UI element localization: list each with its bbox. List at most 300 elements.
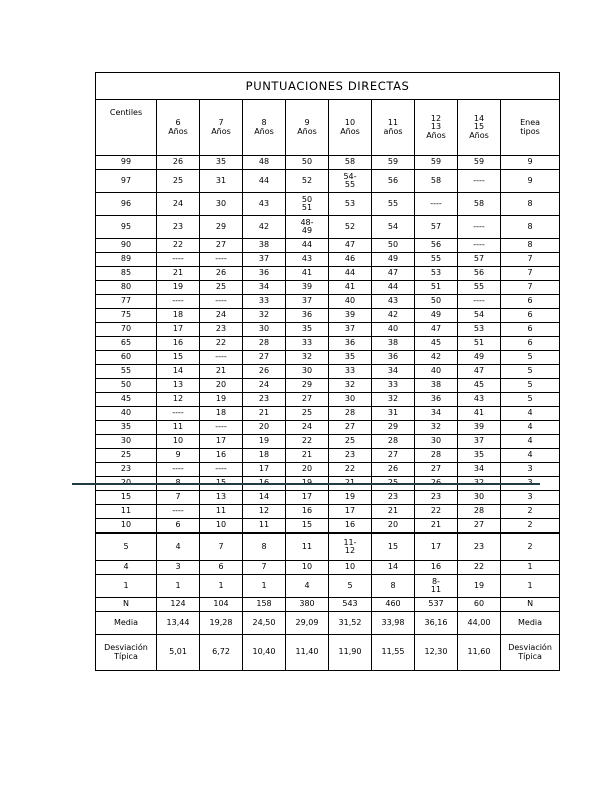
cell-centil-85-col-5: 44 xyxy=(329,267,372,281)
cell-centil-30-col-2: 17 xyxy=(200,435,243,449)
row-centil-label: 95 xyxy=(96,216,157,239)
cell-centil-4-col-7: 16 xyxy=(415,561,458,575)
row-centil-label: 1 xyxy=(96,575,157,598)
header-cell-centiles xyxy=(96,100,157,156)
cell-centil-95-col-7: 57 xyxy=(415,216,458,239)
cell-centil-89-col-4: 43 xyxy=(286,253,329,267)
cell-centil-75-col-8: 54 xyxy=(458,309,501,323)
cell-centil-89-col-8: 57 xyxy=(458,253,501,267)
cell-centil-99-col-8: 59 xyxy=(458,156,501,170)
row-centil-label: 15 xyxy=(96,491,157,505)
cell-centil-40-col-7: 34 xyxy=(415,407,458,421)
cell-centil-45-col-1: 12 xyxy=(157,393,200,407)
cell-centil-23-col-4: 20 xyxy=(286,463,329,477)
table-row xyxy=(96,351,560,365)
row-centil-label: 25 xyxy=(96,449,157,463)
cell-centil-50-col-8: 45 xyxy=(458,379,501,393)
cell-centil-5-col-8: 23 xyxy=(458,533,501,561)
cell-centil-65-col-2: 22 xyxy=(200,337,243,351)
cell-centil-1-col-3: 1 xyxy=(243,575,286,598)
cell-centil-85-col-8: 56 xyxy=(458,267,501,281)
cell-centil-4-col-4: 10 xyxy=(286,561,329,575)
cell-centil-11-col-4: 16 xyxy=(286,505,329,519)
summary-left-label: Media xyxy=(96,612,157,635)
table-row xyxy=(96,435,560,449)
cell-centil-15-col-2: 13 xyxy=(200,491,243,505)
cell-centil-1-col-5: 5 xyxy=(329,575,372,598)
cell-centil-70-col-4: 35 xyxy=(286,323,329,337)
cell-centil-90-col-2: 27 xyxy=(200,239,243,253)
cell-centil-50-col-6: 33 xyxy=(372,379,415,393)
cell-centil-10-col-7: 21 xyxy=(415,519,458,534)
summary-cell-0-3: 158 xyxy=(243,598,286,612)
cell-centil-50-col-1: 13 xyxy=(157,379,200,393)
cell-centil-55-col-3: 26 xyxy=(243,365,286,379)
cell-centil-96-col-6: 55 xyxy=(372,193,415,216)
table-row xyxy=(96,239,560,253)
cell-centil-80-col-3: 34 xyxy=(243,281,286,295)
header-age-number: 14 xyxy=(473,113,485,123)
cell-centil-97-col-3: 44 xyxy=(243,170,286,193)
cell-centil-90-col-5: 47 xyxy=(329,239,372,253)
cell-centil-10-col-3: 11 xyxy=(243,519,286,534)
header-age-number: 11 xyxy=(387,118,399,128)
cell-centil-65-col-1: 16 xyxy=(157,337,200,351)
cell-centil-97-col-2: 31 xyxy=(200,170,243,193)
summary-cell-0-1: 124 xyxy=(157,598,200,612)
cell-centil-11-col-1: ---- xyxy=(157,505,200,519)
cell-eneatipo: 4 xyxy=(501,421,560,435)
cell-centil-89-col-5: 46 xyxy=(329,253,372,267)
cell-centil-70-col-5: 37 xyxy=(329,323,372,337)
header-age-number: 7 xyxy=(218,118,224,128)
summary-cell-2-2: 6,72 xyxy=(200,635,243,671)
cell-centil-15-col-3: 14 xyxy=(243,491,286,505)
cell-centil-4-col-5: 10 xyxy=(329,561,372,575)
header-age-unit: años xyxy=(383,126,403,136)
table-row xyxy=(96,421,560,435)
row-centil-label: 90 xyxy=(96,239,157,253)
cell-eneatipo: 7 xyxy=(501,281,560,295)
header-eneatipos-line1: Enea xyxy=(520,118,541,128)
summary-cell-1-7: 36,16 xyxy=(415,612,458,635)
cell-centil-15-col-1: 7 xyxy=(157,491,200,505)
cell-centil-80-col-6: 44 xyxy=(372,281,415,295)
cell-centil-40-col-3: 21 xyxy=(243,407,286,421)
cell-centil-95-col-1: 23 xyxy=(157,216,200,239)
cell-centil-10-col-8: 27 xyxy=(458,519,501,534)
cell-centil-77-col-5: 40 xyxy=(329,295,372,309)
cell-eneatipo: 1 xyxy=(501,575,560,598)
cell-centil-99-col-6: 59 xyxy=(372,156,415,170)
table-row xyxy=(96,337,560,351)
table-head xyxy=(96,73,560,156)
summary-cell-1-4: 29,09 xyxy=(286,612,329,635)
cell-centil-60-col-4: 32 xyxy=(286,351,329,365)
cell-centil-35-col-6: 29 xyxy=(372,421,415,435)
cell-centil-30-col-6: 28 xyxy=(372,435,415,449)
row-centil-label: 70 xyxy=(96,323,157,337)
cell-centil-40-col-5: 28 xyxy=(329,407,372,421)
cell-centil-15-col-8: 30 xyxy=(458,491,501,505)
cell-centil-75-col-6: 42 xyxy=(372,309,415,323)
cell-eneatipo: 9 xyxy=(501,156,560,170)
summary-cell-1-8: 44,00 xyxy=(458,612,501,635)
cell-centil-1-col-7: 8- 11 xyxy=(415,575,458,598)
row-centil-label: 80 xyxy=(96,281,157,295)
cell-centil-95-col-8: ---- xyxy=(458,216,501,239)
cell-centil-35-col-5: 27 xyxy=(329,421,372,435)
summary-cell-2-8: 11,60 xyxy=(458,635,501,671)
cell-centil-90-col-1: 22 xyxy=(157,239,200,253)
cell-centil-1-col-1: 1 xyxy=(157,575,200,598)
cell-centil-75-col-2: 24 xyxy=(200,309,243,323)
puntuaciones-directas-table xyxy=(95,72,560,671)
cell-centil-11-col-3: 12 xyxy=(243,505,286,519)
cell-centil-11-col-7: 22 xyxy=(415,505,458,519)
summary-cell-1-3: 24,50 xyxy=(243,612,286,635)
cell-centil-15-col-5: 19 xyxy=(329,491,372,505)
table-body xyxy=(96,156,560,671)
cell-centil-10-col-5: 16 xyxy=(329,519,372,534)
row-centil-label: 40 xyxy=(96,407,157,421)
cell-centil-97-col-1: 25 xyxy=(157,170,200,193)
cell-centil-89-col-7: 55 xyxy=(415,253,458,267)
summary-cell-1-6: 33,98 xyxy=(372,612,415,635)
cell-centil-75-col-7: 49 xyxy=(415,309,458,323)
table-row xyxy=(96,519,560,534)
cell-centil-45-col-6: 32 xyxy=(372,393,415,407)
cell-centil-5-col-5: 11- 12 xyxy=(329,533,372,561)
table-row xyxy=(96,561,560,575)
cell-centil-97-col-8: ---- xyxy=(458,170,501,193)
cell-centil-96-col-8: 58 xyxy=(458,193,501,216)
cell-eneatipo: 8 xyxy=(501,239,560,253)
cell-eneatipo: 4 xyxy=(501,449,560,463)
summary-cell-0-5: 543 xyxy=(329,598,372,612)
cell-eneatipo: 8 xyxy=(501,216,560,239)
header-age-number: 9 xyxy=(304,118,310,128)
summary-cell-2-3: 10,40 xyxy=(243,635,286,671)
cell-centil-99-col-1: 26 xyxy=(157,156,200,170)
cell-centil-70-col-7: 47 xyxy=(415,323,458,337)
header-age-number: 8 xyxy=(261,118,267,128)
cell-centil-5-col-4: 11 xyxy=(286,533,329,561)
cell-centil-35-col-2: ---- xyxy=(200,421,243,435)
cell-centil-90-col-6: 50 xyxy=(372,239,415,253)
cell-centil-25-col-3: 18 xyxy=(243,449,286,463)
cell-centil-65-col-3: 28 xyxy=(243,337,286,351)
cell-centil-50-col-5: 32 xyxy=(329,379,372,393)
table-row xyxy=(96,533,560,561)
cell-centil-95-col-4: 48- 49 xyxy=(286,216,329,239)
cell-centil-75-col-1: 18 xyxy=(157,309,200,323)
cell-centil-55-col-2: 21 xyxy=(200,365,243,379)
header-age-unit: Años xyxy=(426,130,446,140)
cell-centil-99-col-2: 35 xyxy=(200,156,243,170)
cell-centil-60-col-7: 42 xyxy=(415,351,458,365)
cell-centil-45-col-3: 23 xyxy=(243,393,286,407)
cell-centil-23-col-2: ---- xyxy=(200,463,243,477)
cell-centil-25-col-2: 16 xyxy=(200,449,243,463)
cell-centil-4-col-8: 22 xyxy=(458,561,501,575)
row-centil-label: 4 xyxy=(96,561,157,575)
cell-centil-99-col-5: 58 xyxy=(329,156,372,170)
summary-cell-2-5: 11,90 xyxy=(329,635,372,671)
cell-centil-60-col-3: 27 xyxy=(243,351,286,365)
cell-centil-11-col-8: 28 xyxy=(458,505,501,519)
cell-centil-5-col-2: 7 xyxy=(200,533,243,561)
header-age-unit: Años xyxy=(168,126,188,136)
table-row xyxy=(96,407,560,421)
centiles-label: Centiles xyxy=(109,108,143,118)
header-age-unit: Años xyxy=(254,126,274,136)
header-age-number: 10 xyxy=(344,118,356,128)
cell-centil-85-col-6: 47 xyxy=(372,267,415,281)
cell-eneatipo: 5 xyxy=(501,365,560,379)
cell-centil-30-col-3: 19 xyxy=(243,435,286,449)
cell-centil-1-col-4: 4 xyxy=(286,575,329,598)
cell-centil-55-col-5: 33 xyxy=(329,365,372,379)
cell-centil-70-col-8: 53 xyxy=(458,323,501,337)
summary-left-label: N xyxy=(96,598,157,612)
cell-centil-25-col-6: 27 xyxy=(372,449,415,463)
summary-cell-0-8: 60 xyxy=(458,598,501,612)
cell-centil-80-col-8: 55 xyxy=(458,281,501,295)
cell-centil-70-col-2: 23 xyxy=(200,323,243,337)
cell-centil-23-col-8: 34 xyxy=(458,463,501,477)
cell-eneatipo: 7 xyxy=(501,267,560,281)
table-row xyxy=(96,323,560,337)
cell-centil-89-col-1: ---- xyxy=(157,253,200,267)
cell-centil-65-col-5: 36 xyxy=(329,337,372,351)
row-centil-label: 85 xyxy=(96,267,157,281)
cell-centil-4-col-1: 3 xyxy=(157,561,200,575)
cell-centil-4-col-2: 6 xyxy=(200,561,243,575)
cell-centil-77-col-4: 37 xyxy=(286,295,329,309)
cell-centil-99-col-7: 59 xyxy=(415,156,458,170)
cell-centil-97-col-4: 52 xyxy=(286,170,329,193)
row-centil-label: 89 xyxy=(96,253,157,267)
table-row xyxy=(96,295,560,309)
cell-eneatipo: 3 xyxy=(501,463,560,477)
table-row xyxy=(96,216,560,239)
cell-centil-60-col-6: 36 xyxy=(372,351,415,365)
cell-centil-30-col-8: 37 xyxy=(458,435,501,449)
cell-centil-40-col-1: ---- xyxy=(157,407,200,421)
cell-centil-70-col-1: 17 xyxy=(157,323,200,337)
header-cell-age-14 xyxy=(458,100,501,156)
cell-centil-23-col-1: ---- xyxy=(157,463,200,477)
cell-eneatipo: 5 xyxy=(501,379,560,393)
cell-centil-80-col-2: 25 xyxy=(200,281,243,295)
cell-centil-97-col-6: 56 xyxy=(372,170,415,193)
summary-right-label: N xyxy=(501,598,560,612)
cell-centil-65-col-4: 33 xyxy=(286,337,329,351)
table-row xyxy=(96,463,560,477)
summary-cell-0-4: 380 xyxy=(286,598,329,612)
summary-cell-2-1: 5,01 xyxy=(157,635,200,671)
cell-centil-96-col-2: 30 xyxy=(200,193,243,216)
cell-centil-65-col-6: 38 xyxy=(372,337,415,351)
header-cell-age-12 xyxy=(415,100,458,156)
summary-cell-1-2: 19,28 xyxy=(200,612,243,635)
summary-left-label: Desviación Típica xyxy=(96,635,157,671)
row-centil-label: 30 xyxy=(96,435,157,449)
cell-centil-60-col-5: 35 xyxy=(329,351,372,365)
table-row xyxy=(96,170,560,193)
summary-row-media xyxy=(96,612,560,635)
row-centil-label: 50 xyxy=(96,379,157,393)
header-age-unit: Años xyxy=(211,126,231,136)
row-centil-label: 5 xyxy=(96,533,157,561)
cell-centil-77-col-7: 50 xyxy=(415,295,458,309)
cell-centil-11-col-5: 17 xyxy=(329,505,372,519)
cell-centil-45-col-5: 30 xyxy=(329,393,372,407)
horizontal-rule xyxy=(72,483,540,485)
cell-centil-55-col-4: 30 xyxy=(286,365,329,379)
cell-eneatipo: 4 xyxy=(501,435,560,449)
cell-centil-35-col-3: 20 xyxy=(243,421,286,435)
summary-right-label: Media xyxy=(501,612,560,635)
cell-centil-96-col-4: 50 51 xyxy=(286,193,329,216)
cell-centil-96-col-3: 43 xyxy=(243,193,286,216)
cell-centil-30-col-1: 10 xyxy=(157,435,200,449)
cell-centil-50-col-7: 38 xyxy=(415,379,458,393)
cell-eneatipo: 5 xyxy=(501,393,560,407)
cell-centil-50-col-2: 20 xyxy=(200,379,243,393)
summary-cell-2-7: 12,30 xyxy=(415,635,458,671)
cell-centil-5-col-6: 15 xyxy=(372,533,415,561)
cell-centil-80-col-7: 51 xyxy=(415,281,458,295)
cell-centil-80-col-4: 39 xyxy=(286,281,329,295)
cell-centil-96-col-7: ---- xyxy=(415,193,458,216)
table-row xyxy=(96,267,560,281)
cell-centil-25-col-8: 35 xyxy=(458,449,501,463)
row-centil-label: 97 xyxy=(96,170,157,193)
cell-eneatipo: 6 xyxy=(501,323,560,337)
cell-centil-15-col-4: 17 xyxy=(286,491,329,505)
cell-centil-95-col-6: 54 xyxy=(372,216,415,239)
cell-centil-11-col-2: 11 xyxy=(200,505,243,519)
cell-centil-10-col-1: 6 xyxy=(157,519,200,534)
cell-centil-25-col-1: 9 xyxy=(157,449,200,463)
cell-centil-96-col-1: 24 xyxy=(157,193,200,216)
summary-cell-0-2: 104 xyxy=(200,598,243,612)
cell-centil-80-col-5: 41 xyxy=(329,281,372,295)
row-centil-label: 23 xyxy=(96,463,157,477)
cell-centil-70-col-6: 40 xyxy=(372,323,415,337)
cell-centil-23-col-3: 17 xyxy=(243,463,286,477)
cell-centil-89-col-3: 37 xyxy=(243,253,286,267)
row-centil-label: 35 xyxy=(96,421,157,435)
cell-eneatipo: 1 xyxy=(501,561,560,575)
header-cell-age-9 xyxy=(286,100,329,156)
cell-centil-35-col-7: 32 xyxy=(415,421,458,435)
summary-row-n xyxy=(96,598,560,612)
cell-centil-60-col-1: 15 xyxy=(157,351,200,365)
cell-centil-75-col-3: 32 xyxy=(243,309,286,323)
cell-centil-5-col-7: 17 xyxy=(415,533,458,561)
cell-centil-40-col-4: 25 xyxy=(286,407,329,421)
cell-centil-77-col-3: 33 xyxy=(243,295,286,309)
cell-centil-97-col-5: 54- 55 xyxy=(329,170,372,193)
cell-centil-1-col-2: 1 xyxy=(200,575,243,598)
summary-right-label: Desviación Típica xyxy=(501,635,560,671)
table-row xyxy=(96,449,560,463)
header-age-number: 6 xyxy=(175,118,181,128)
cell-centil-95-col-5: 52 xyxy=(329,216,372,239)
cell-centil-95-col-3: 42 xyxy=(243,216,286,239)
cell-eneatipo: 6 xyxy=(501,309,560,323)
cell-centil-80-col-1: 19 xyxy=(157,281,200,295)
page-title: PUNTUACIONES DIRECTAS xyxy=(96,73,560,100)
cell-centil-10-col-4: 15 xyxy=(286,519,329,534)
cell-centil-89-col-6: 49 xyxy=(372,253,415,267)
cell-centil-77-col-1: ---- xyxy=(157,295,200,309)
cell-centil-35-col-1: 11 xyxy=(157,421,200,435)
table-row xyxy=(96,575,560,598)
cell-centil-55-col-1: 14 xyxy=(157,365,200,379)
header-age-number-second: 13 xyxy=(430,122,442,132)
summary-cell-0-7: 537 xyxy=(415,598,458,612)
cell-eneatipo: 2 xyxy=(501,519,560,534)
row-centil-label: 45 xyxy=(96,393,157,407)
row-centil-label: 10 xyxy=(96,519,157,534)
cell-centil-1-col-6: 8 xyxy=(372,575,415,598)
cell-centil-25-col-7: 28 xyxy=(415,449,458,463)
cell-eneatipo: 5 xyxy=(501,351,560,365)
summary-cell-2-4: 11,40 xyxy=(286,635,329,671)
cell-eneatipo: 6 xyxy=(501,295,560,309)
cell-centil-23-col-7: 27 xyxy=(415,463,458,477)
cell-centil-99-col-4: 50 xyxy=(286,156,329,170)
header-cell-age-10 xyxy=(329,100,372,156)
cell-centil-85-col-7: 53 xyxy=(415,267,458,281)
table-row xyxy=(96,193,560,216)
cell-centil-55-col-7: 40 xyxy=(415,365,458,379)
cell-centil-85-col-2: 26 xyxy=(200,267,243,281)
cell-centil-40-col-2: 18 xyxy=(200,407,243,421)
cell-centil-50-col-4: 29 xyxy=(286,379,329,393)
cell-centil-4-col-3: 7 xyxy=(243,561,286,575)
summary-cell-0-6: 460 xyxy=(372,598,415,612)
cell-centil-45-col-8: 43 xyxy=(458,393,501,407)
header-age-number: 12 xyxy=(430,113,442,123)
cell-centil-90-col-7: 56 xyxy=(415,239,458,253)
cell-centil-11-col-6: 21 xyxy=(372,505,415,519)
cell-eneatipo: 6 xyxy=(501,337,560,351)
header-cell-age-7 xyxy=(200,100,243,156)
header-age-number-second: 15 xyxy=(473,122,485,132)
cell-centil-15-col-7: 23 xyxy=(415,491,458,505)
cell-centil-90-col-3: 38 xyxy=(243,239,286,253)
cell-centil-10-col-6: 20 xyxy=(372,519,415,534)
row-centil-label: 77 xyxy=(96,295,157,309)
cell-eneatipo: 2 xyxy=(501,533,560,561)
row-centil-label: 65 xyxy=(96,337,157,351)
cell-centil-40-col-6: 31 xyxy=(372,407,415,421)
table-row xyxy=(96,393,560,407)
cell-centil-60-col-8: 49 xyxy=(458,351,501,365)
header-cell-age-6 xyxy=(157,100,200,156)
cell-centil-5-col-3: 8 xyxy=(243,533,286,561)
row-centil-label: 96 xyxy=(96,193,157,216)
summary-cell-1-5: 31,52 xyxy=(329,612,372,635)
cell-centil-95-col-2: 29 xyxy=(200,216,243,239)
row-centil-label: 60 xyxy=(96,351,157,365)
cell-centil-55-col-6: 34 xyxy=(372,365,415,379)
